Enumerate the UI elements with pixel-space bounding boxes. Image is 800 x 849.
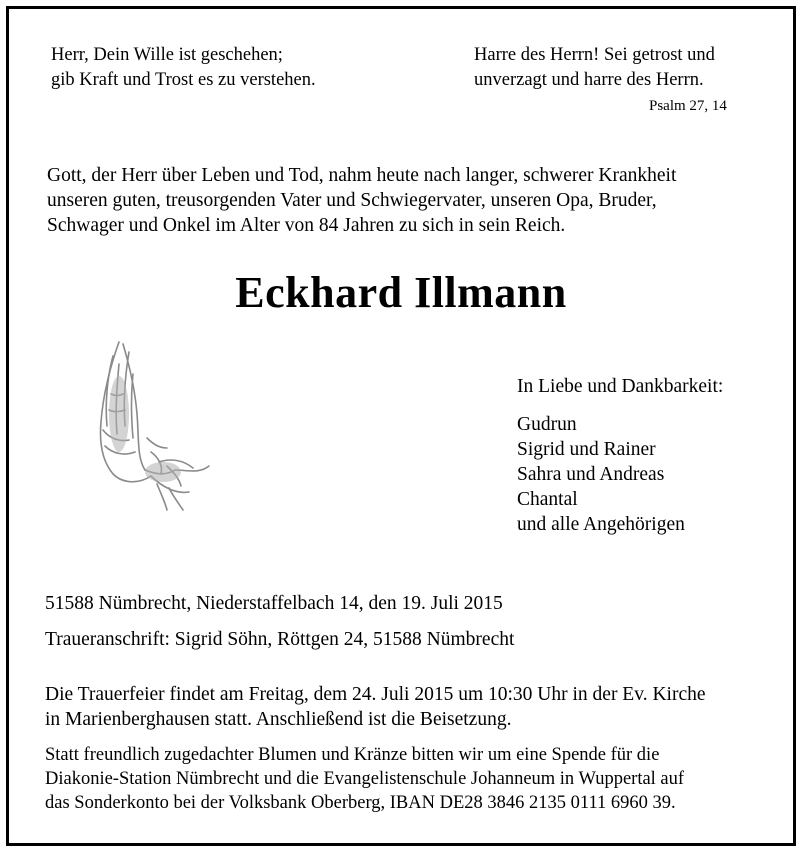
intro-line: Gott, der Herr über Leben und Tod, nahm heute nach langer, schwerer Krankheit	[47, 165, 677, 186]
family-member: Sahra und Andreas	[517, 464, 665, 485]
family-heading: In Liebe und Dankbarkeit:	[517, 376, 724, 397]
funeral-line: Die Trauerfeier findet am Freitag, dem 24. Juli 2015 um 10:30 Uhr in der Ev. Kirche	[45, 684, 706, 705]
family-member: und alle Angehörigen	[517, 514, 685, 535]
verse-left-line: Herr, Dein Wille ist geschehen;	[51, 45, 283, 65]
verse-right-line: unverzagt und harre des Herrn.	[474, 70, 704, 90]
verse-left-line: gib Kraft und Trost es zu verstehen.	[51, 70, 316, 90]
intro-line: unseren guten, treusorgenden Vater und Schwiegervater, unseren Opa, Bruder,	[47, 190, 657, 211]
family-list	[517, 412, 685, 537]
intro-text	[47, 163, 676, 238]
donation-line: Statt freundlich zugedachter Blumen und Kränze bitten wir um eine Spende für die	[45, 745, 660, 765]
deceased-name: Eckhard Illmann	[235, 268, 567, 317]
praying-hands-icon	[89, 334, 229, 514]
funeral-info	[45, 682, 706, 732]
donation-line: Diakonie-Station Nümbrecht und die Evangelistenschule Johanneum in Wuppertal auf	[45, 769, 685, 789]
verse-right-line: Harre des Herrn! Sei getrost und	[474, 45, 715, 65]
obituary-notice	[6, 6, 796, 846]
verse-reference: Psalm 27, 14	[649, 98, 727, 114]
donation-info	[45, 743, 684, 815]
verse-right	[474, 43, 715, 93]
mourning-address: Traueranschrift: Sigrid Söhn, Röttgen 24, 51588 Nümbrecht	[45, 629, 515, 650]
funeral-line: in Marienberghausen statt. Anschließend ist die Beisetzung.	[45, 709, 512, 730]
intro-line: Schwager und Onkel im Alter von 84 Jahren zu sich in sein Reich.	[47, 215, 566, 236]
family-member: Chantal	[517, 489, 578, 510]
verse-left	[51, 43, 316, 93]
family-member: Sigrid und Rainer	[517, 439, 656, 460]
place-date: 51588 Nümbrecht, Niederstaffelbach 14, den 19. Juli 2015	[45, 593, 503, 614]
donation-line: das Sonderkonto bei der Volksbank Oberberg, IBAN DE28 3846 2135 0111 6960 39.	[45, 793, 676, 813]
family-member: Gudrun	[517, 414, 577, 435]
